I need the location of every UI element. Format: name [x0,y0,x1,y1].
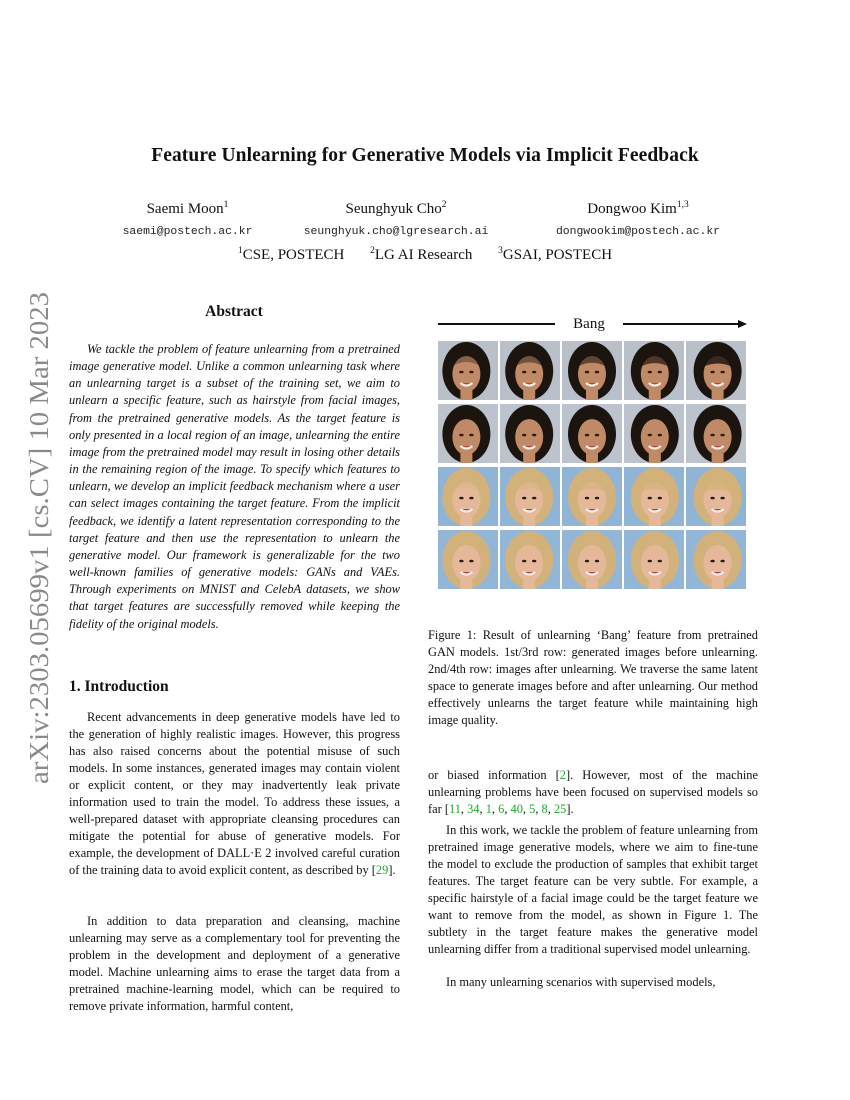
citation-link[interactable]: 29 [375,863,389,878]
figure-caption: Figure 1: Result of unlearning ‘Bang’ feature from pretrained GAN models. 1st/3rd row: generated images before unlearning. 2nd/4th row: images after unlearning. We traverse the same latent space to generate images before and after unlearning. Our method effectively unlearns the target feature while maintaining high image quality. [428,628,758,728]
face-image [562,404,622,463]
face-image [624,404,684,463]
face-image [686,404,746,463]
right-paragraph-2: In this work, we tackle the problem of feature unlearning from pretrained image generative models, where we aim to fine-tune the model to exclude the production of samples that exhibit target features. The target feature can be very subtle. For example, a specific hairstyle of a facial image could be the target feature we want to remove from the model, as shown in Figure 1. The subtlety in the target feature makes the generative model unlearning differ from a traditional supervised model unlearning. [428,823,758,957]
citation-link[interactable]: 34 [467,802,480,817]
author-affil-sup: 2 [441,200,447,210]
citation-link[interactable]: 25 [553,802,567,817]
author-affil-sup: 1 [223,200,229,210]
author-block [296,200,496,238]
face-image [686,530,746,589]
author-email: dongwookim@postech.ac.kr [555,226,721,238]
face-image [562,341,622,400]
author-email: saemi@postech.ac.kr [122,226,253,238]
arxiv-id-text: arXiv:2303.05699v1 [cs.CV] 10 Mar 2023 [24,322,54,784]
face-image [500,530,560,589]
face-image [500,341,560,400]
face-image [686,467,746,526]
paper-title: Feature Unlearning for Generative Models via Implicit Feedback [151,145,699,166]
author-name: Dongwoo Kim [587,201,677,217]
face-image [562,530,622,589]
citation-link[interactable]: 1 [485,802,492,817]
author-name: Seunghyuk Cho [345,201,442,217]
face-image [624,467,684,526]
abstract-text: We tackle the problem of feature unlearning from a pretrained image generative model. Unlike a common unlearning task where an unlearning target is a subset of the training set, we aim to unlearn a specific feature, such as hairstyle from facial images, from the pretrained generative models. As the target feature is only presented in a local region of an image, unlearning the entire image from the pretrained model may result in losing other details in the remaining region of the image. To specify which features to unlearn, we develop an implicit feedback mechanism where a user can select images containing the target feature. From the implicit feedback, we identify a latent representation corresponding to the target feature and then use the representation to unlearn the generative model. Our framework is generalizable for the two well-known families of generative models: GANs and VAEs. Through experiments on MNIST and CelebA datasets, we show that target features are successfully removed while keeping the fidelity of the original models. [69,342,400,631]
citation-link[interactable]: 6 [498,802,505,817]
affiliation: $^1$CSE, POSTECH [237,246,345,263]
face-image [686,341,746,400]
face-image [500,467,560,526]
face-image [438,530,498,589]
bang-label: Bang [555,314,623,334]
figure-image-grid [438,341,746,593]
citation-link[interactable]: 11 [448,802,461,817]
author-block [528,200,748,238]
affiliations [0,246,850,264]
face-image [624,530,684,589]
face-image [438,341,498,400]
face-image [500,404,560,463]
author-block [100,200,275,238]
citation-link[interactable]: 5 [529,802,536,817]
face-image [438,404,498,463]
face-image [562,467,622,526]
right-paragraph-1: or biased information [2]. However, most of the machine unlearning problems have been focused on supervised models so far [11, 34, 1, 6, 40, 5, 8, 25]. [428,768,758,817]
affiliation: $^2$LG AI Research [370,246,473,263]
abstract-heading: Abstract [205,303,263,320]
intro-paragraph-2: In addition to data preparation and cleansing, machine unlearning may serve as a complementary tool for preventing the problem in the development and deployment of a generative model. Machine unlearning aims to erase the target data from a pretrained machine-learning model, which can be required to remove private information, harmful content, [69,914,400,1014]
right-paragraph-3: In many unlearning scenarios with supervised models, [446,975,716,989]
author-email: seunghyuk.cho@lgresearch.ai [303,226,489,238]
face-image [624,341,684,400]
intro-paragraph-1: Recent advancements in deep generative models have led to the generation of highly realistic images. However, this progress has also raised concerns about the potential misuse of such models. In some instances, generated images may contain violent or explicit content, or they may inadvertently leak private information used to train the model. To address these issues, a well-prepared dataset with appropriate cleansing procedures can mitigate the potential for abuse of generative models. For example, the development of DALL·E 2 involved careful curation of the training data to avoid explicit content, as described by [29]. [69,710,400,878]
author-affil-sup: 1,3 [676,200,689,210]
section-heading-introduction: 1. Introduction [69,678,169,695]
citation-link[interactable]: 8 [541,802,548,817]
affiliation: $^3$GSAI, POSTECH [498,246,613,263]
citation-link[interactable]: 40 [510,802,523,817]
citation-list: 11, 34, 1, 6, 40, 5, 8, 25 [448,802,567,817]
face-image [438,467,498,526]
citation-link[interactable]: 2 [559,768,566,782]
arxiv-stamp [20,290,54,790]
author-name: Saemi Moon [146,201,224,217]
